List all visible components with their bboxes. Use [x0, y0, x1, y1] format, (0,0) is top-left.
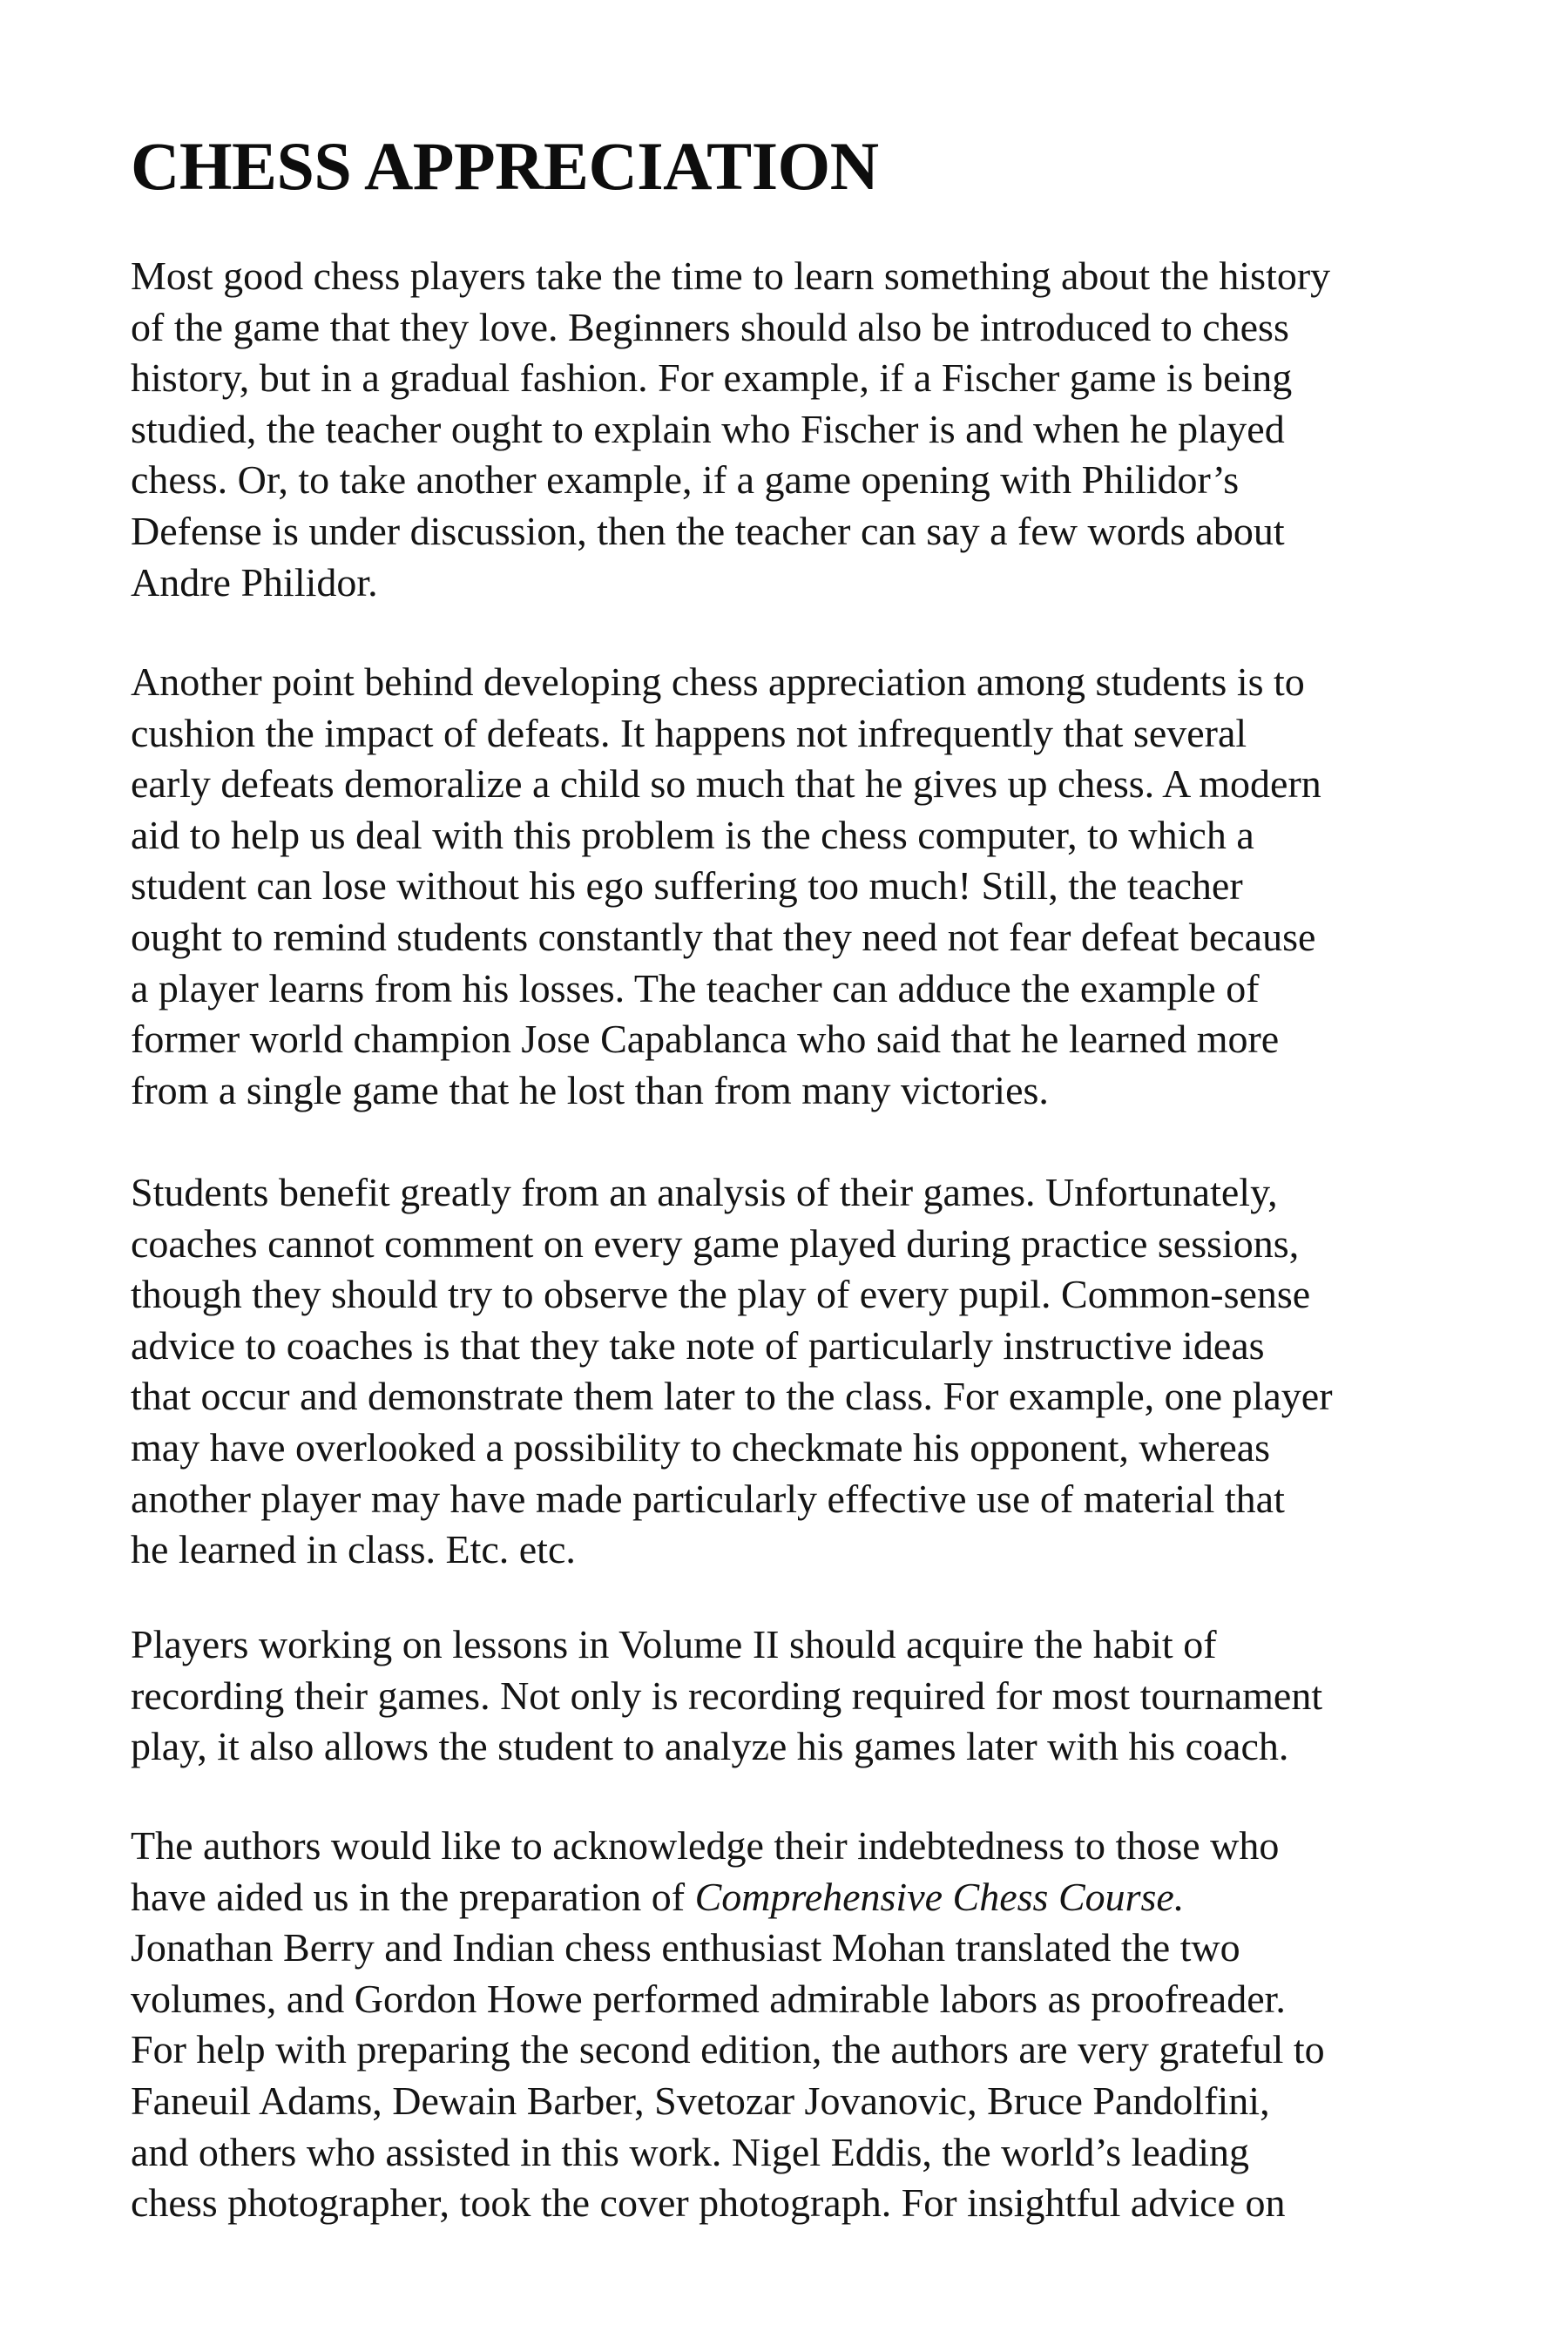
- text-line: Players working on lessons in Volume II should acquire the habit of: [131, 1622, 1217, 1666]
- paragraph-recording: [131, 1619, 1322, 1773]
- text-segment: have aided us in the preparation of: [131, 1874, 695, 1919]
- text-line: advice to coaches is that they take note of particularly instructive ideas: [131, 1322, 1265, 1368]
- text-line: that occur and demonstrate them later to the class. For example, one player: [131, 1374, 1333, 1419]
- text-line: The authors would like to acknowledge their indebtedness to those who: [131, 1823, 1280, 1868]
- text-line: chess photographer, took the cover photograph. For insightful advice on: [131, 2180, 1286, 2226]
- text-line: Andre Philidor.: [131, 559, 378, 605]
- text-line-with-book-title: [131, 1872, 1325, 1923]
- text-line: Jonathan Berry and Indian chess enthusiast Mohan translated the two: [131, 1925, 1240, 1970]
- text-line: coaches cannot comment on every game played during practice sessions,: [131, 1220, 1300, 1266]
- text-line: play, it also allows the student to analyze his games later with his coach.: [131, 1724, 1289, 1769]
- text-line: student can lose without his ego suffering too much! Still, the teacher: [131, 863, 1243, 909]
- text-line: early defeats demoralize a child so much that he gives up chess. A modern: [131, 761, 1321, 807]
- text-line: volumes, and Gordon Howe performed admirable labors as proofreader.: [131, 1976, 1286, 2021]
- text-line: of the game that they love. Beginners should also be introduced to chess: [131, 304, 1289, 349]
- text-line: studied, the teacher ought to explain who Fischer is and when he played: [131, 406, 1285, 451]
- text-line: Faneuil Adams, Dewain Barber, Svetozar Jovanovic, Bruce Pandolfini,: [131, 2078, 1270, 2123]
- text-line: aid to help us deal with this problem is the chess computer, to which a: [131, 812, 1254, 857]
- text-line: though they should try to observe the play of every pupil. Common-sense: [131, 1272, 1311, 1317]
- text-line: and others who assisted in this work. Nigel Eddis, the world’s leading: [131, 2129, 1250, 2174]
- text-line: chess. Or, to take another example, if a game opening with Philidor’s: [131, 457, 1240, 503]
- page-title: CHESS APPRECIATION: [131, 128, 879, 204]
- paragraph-analysis: [131, 1167, 1333, 1576]
- text-line: Most good chess players take the time to learn something about the history: [131, 253, 1331, 298]
- paragraph-acknowledgements: [131, 1821, 1325, 2229]
- text-line: a player learns from his losses. The teacher can adduce the example of: [131, 965, 1260, 1010]
- book-title: Comprehensive Chess Course.: [694, 1874, 1185, 1919]
- text-line: he learned in class. Etc. etc.: [131, 1527, 576, 1572]
- text-line: may have overlooked a possibility to checkmate his opponent, whereas: [131, 1424, 1271, 1470]
- text-line: history, but in a gradual fashion. For example, if a Fischer game is being: [131, 355, 1293, 401]
- text-line: Students benefit greatly from an analysis of their games. Unfortunately,: [131, 1170, 1278, 1214]
- text-line: Another point behind developing chess appreciation among students is to: [131, 659, 1305, 704]
- paragraph-history: [131, 251, 1330, 608]
- text-line: former world champion Jose Capablanca who said that he learned more: [131, 1017, 1280, 1062]
- text-line: Defense is under discussion, then the teacher can say a few words about: [131, 508, 1285, 553]
- paragraph-defeats: [131, 657, 1321, 1116]
- text-line: from a single game that he lost than from many victories.: [131, 1067, 1049, 1112]
- text-line: recording their games. Not only is recording required for most tournament: [131, 1673, 1323, 1718]
- text-line: another player may have made particularly effective use of material that: [131, 1476, 1285, 1521]
- text-line: For help with preparing the second edition, the authors are very grateful to: [131, 2027, 1325, 2072]
- text-line: ought to remind students constantly that they need not fear defeat because: [131, 914, 1316, 959]
- text-line: cushion the impact of defeats. It happens not infrequently that several: [131, 710, 1247, 755]
